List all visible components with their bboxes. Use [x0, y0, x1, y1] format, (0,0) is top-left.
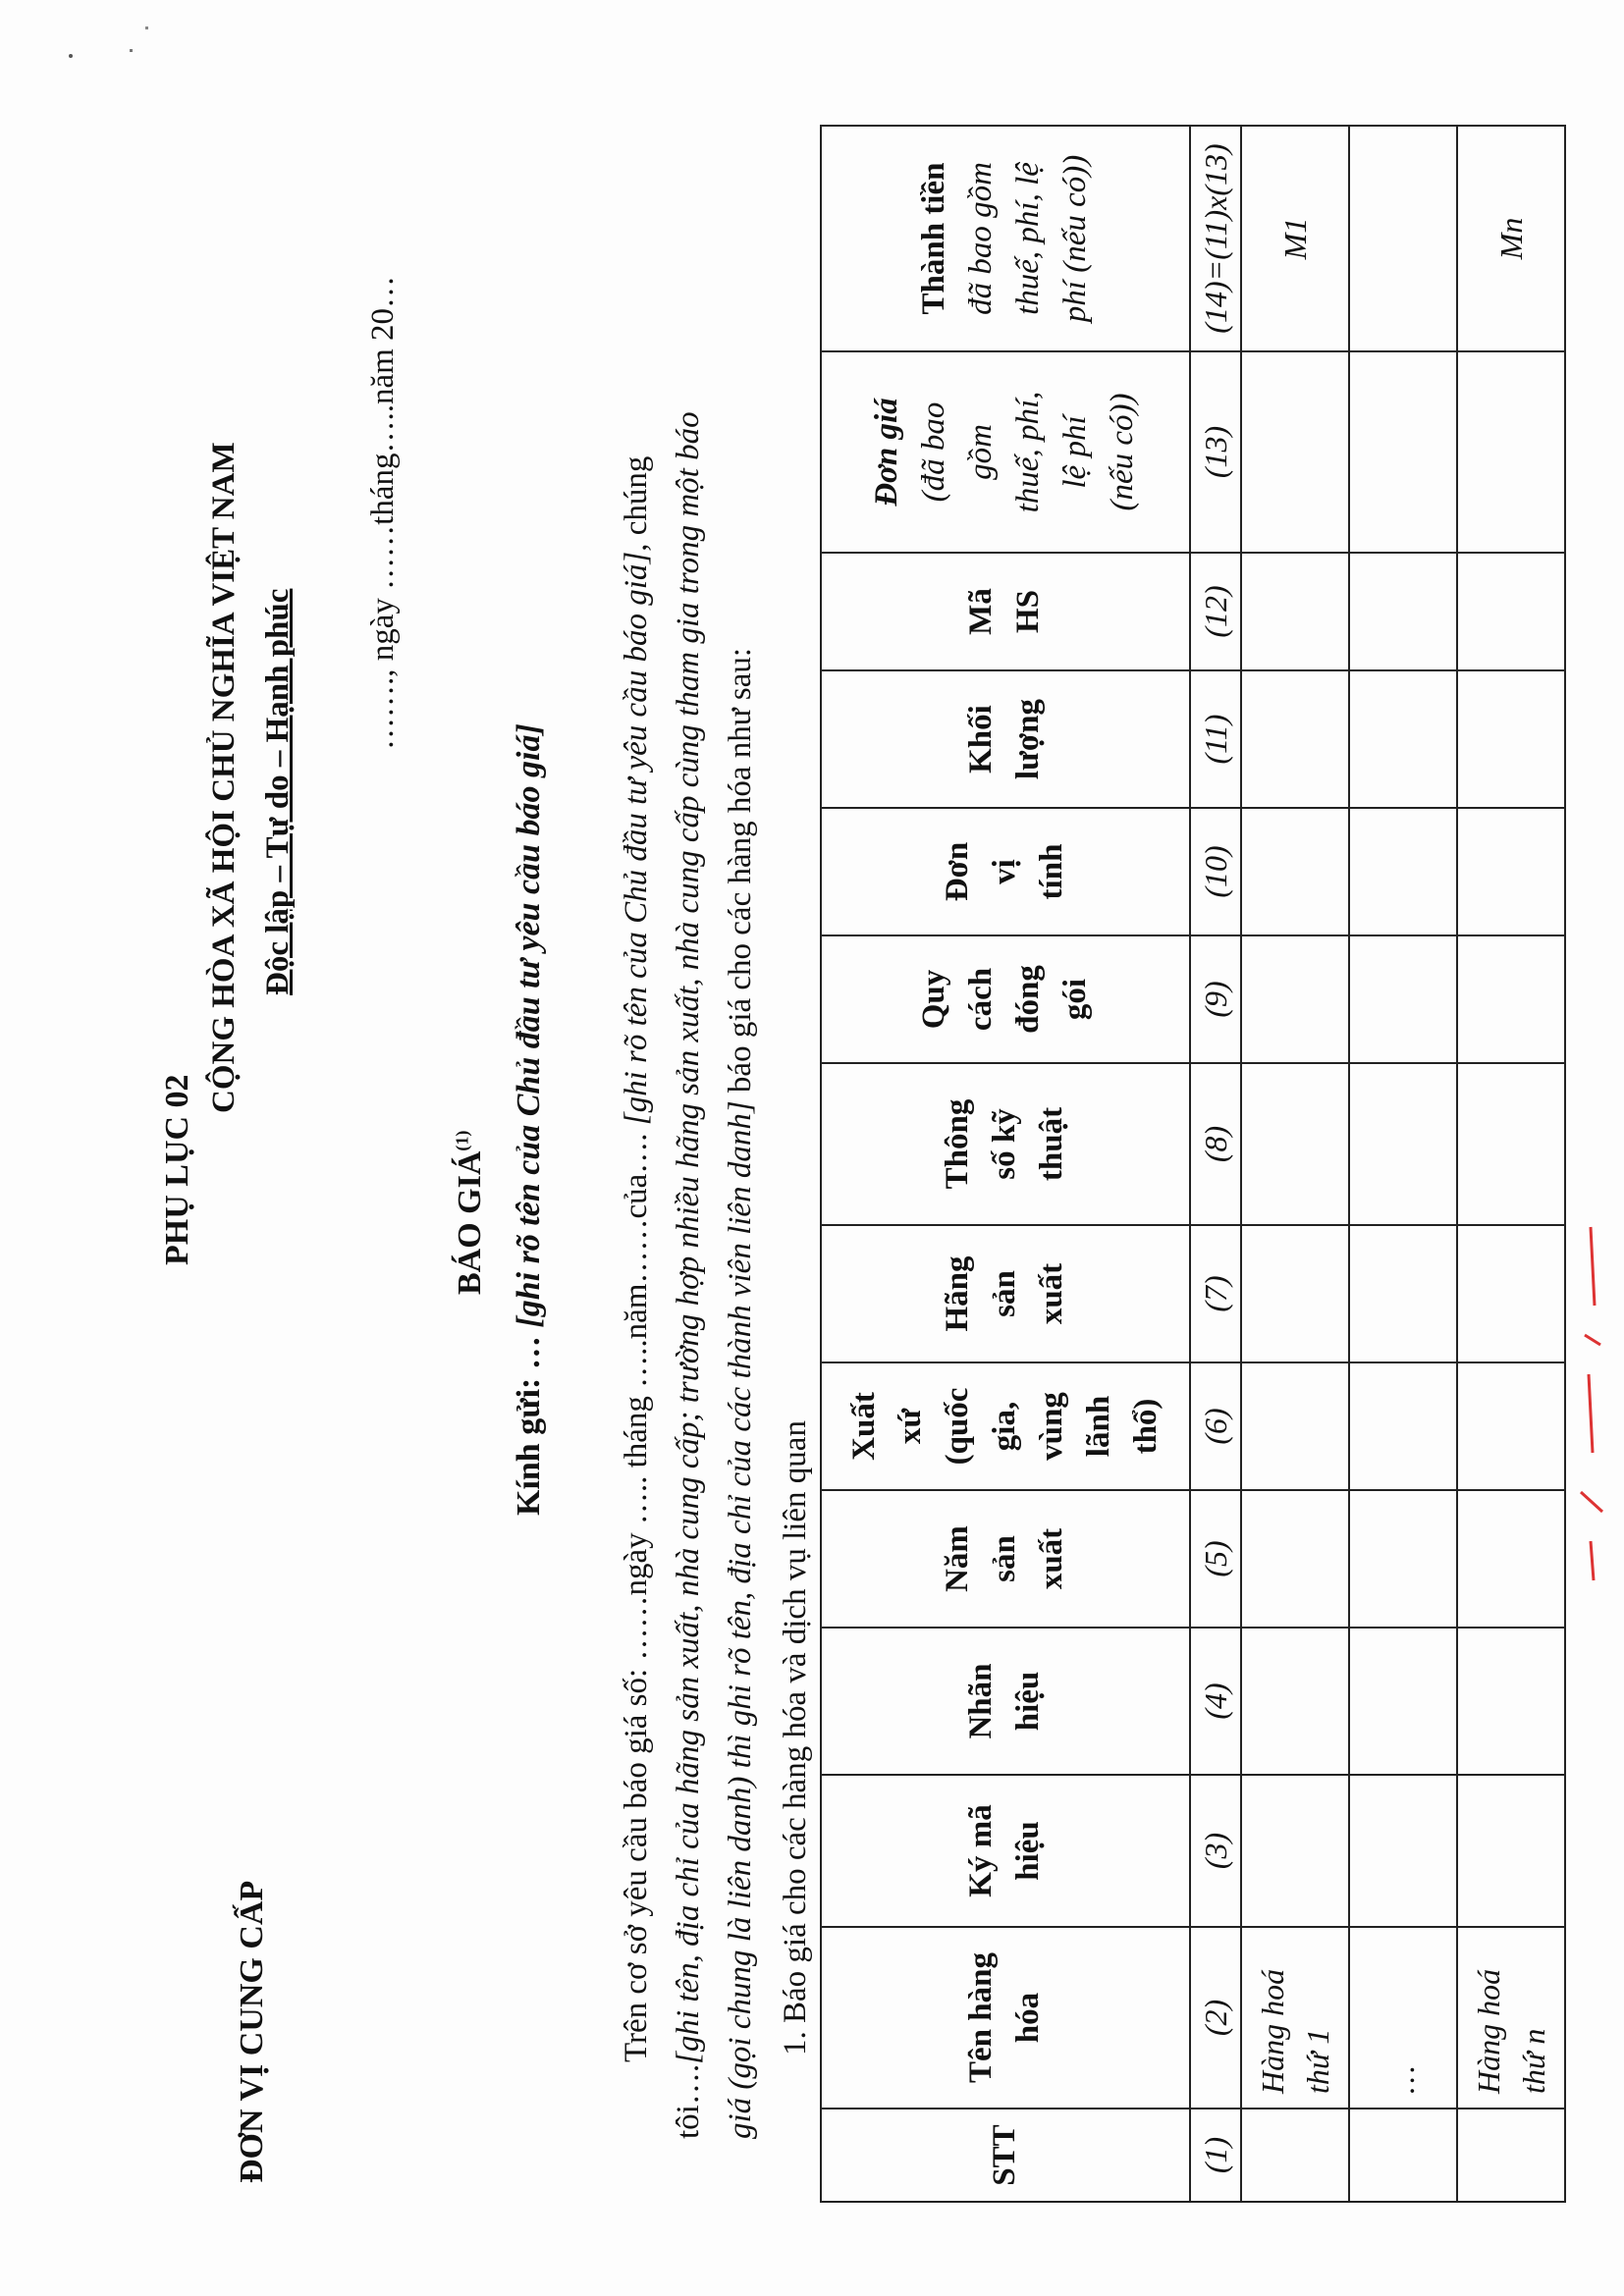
column-header: [821, 935, 1190, 1063]
column-number: (14)=(11)x(13): [1190, 126, 1241, 351]
cell-line: Khối: [963, 705, 1000, 774]
column-header: [821, 1628, 1190, 1775]
column-number: (8): [1190, 1063, 1241, 1225]
cell-line: đóng: [1010, 965, 1046, 1034]
cell-line: Nhãn: [963, 1663, 1000, 1739]
table-cell: [1457, 1225, 1565, 1362]
table-cell: [1457, 935, 1565, 1063]
column-number: (5): [1190, 1490, 1241, 1628]
cell-line: thứ n: [1516, 2028, 1552, 2094]
cell-line: số kỹ: [987, 1108, 1023, 1180]
cell-line: xứ: [893, 1408, 929, 1445]
cell-line: Hàng hoá: [1471, 1968, 1506, 2094]
column-header: [821, 1063, 1190, 1225]
cell-line: hiệu: [1010, 1821, 1046, 1881]
cell-line: vùng: [1033, 1392, 1069, 1461]
table-cell: [1457, 1775, 1565, 1927]
column-header: [821, 1225, 1190, 1362]
table-cell: [1457, 1362, 1565, 1490]
column-header: [821, 1775, 1190, 1927]
footnote-ref: (1): [452, 1130, 472, 1151]
column-number: (6): [1190, 1362, 1241, 1490]
section-heading: 1. Báo giá cho các hàng hóa và dịch vụ liên quan: [778, 1420, 813, 2056]
cell-line: sản: [987, 1535, 1023, 1582]
table-cell: [1349, 2109, 1457, 2202]
intro-text: , chúng: [619, 455, 654, 552]
table-cell: [1349, 351, 1457, 553]
cell-line: Đơn: [940, 841, 976, 902]
table-cell: [1241, 1628, 1349, 1775]
column-number: (1): [1190, 2109, 1241, 2202]
table-cell: [1241, 1225, 1349, 1362]
cell-line: vị: [987, 859, 1023, 884]
table-cell: [1457, 808, 1565, 935]
intro-text: báo giá cho các hàng hóa như sau:: [723, 647, 758, 1101]
cell-line: phí (nếu có)): [1056, 154, 1093, 323]
intro-italic: giá (gọi chung là liên danh) thì ghi rõ tên, địa chỉ của các thành viên liên danh]: [723, 1100, 758, 2139]
table-cell: [1349, 935, 1457, 1063]
intro-line-3: [723, 648, 759, 2139]
table-cell: [1241, 1063, 1349, 1225]
quotation-table: [820, 125, 1566, 2203]
national-motto: Độc lập – Tự do – Hạnh phúc: [260, 588, 296, 995]
cell-line: thuật: [1033, 1106, 1069, 1182]
cell-line: Ký mã: [963, 1804, 1000, 1897]
column-number: (7): [1190, 1225, 1241, 1362]
item-name: [1457, 1927, 1565, 2109]
table-cell: [1349, 1063, 1457, 1225]
addressee-line: [511, 723, 548, 1516]
cell-line: thuế, phí,: [1010, 391, 1046, 513]
item-total: [1349, 126, 1457, 351]
table-cell: [1457, 2109, 1565, 2202]
addressee-value: [ghi rõ tên của Chủ đầu tư yêu cầu báo giá]: [511, 723, 547, 1328]
table-cell: [1349, 1628, 1457, 1775]
cell-line: lượng: [1010, 698, 1046, 780]
quote-title-text: BÁO GIÁ: [452, 1150, 488, 1295]
cell-line: thuế, phí, lệ: [1010, 162, 1046, 315]
cell-line: …: [1385, 2065, 1422, 2094]
column-header: [821, 1927, 1190, 2109]
intro-line-2: [671, 411, 707, 2139]
date-line: ……., ngày ……tháng…..năm 20…: [365, 275, 401, 750]
column-header: [821, 670, 1190, 808]
cell-line: Xuất: [845, 1392, 882, 1461]
table-cell: [1241, 553, 1349, 670]
cell-line: hiệu: [1010, 1671, 1046, 1732]
table-cell: [1241, 670, 1349, 808]
cell-line: Hãng: [940, 1255, 976, 1332]
table-cell: [1457, 553, 1565, 670]
supplier-unit: ĐƠN VỊ CUNG CẤP: [234, 1880, 270, 2183]
column-number: (9): [1190, 935, 1241, 1063]
table-cell: [1241, 808, 1349, 935]
intro-italic: [ghi rõ tên của Chủ đầu tư yêu cầu báo giá]: [619, 551, 654, 1126]
table-cell: [1241, 2109, 1349, 2202]
column-header: [821, 126, 1190, 351]
item-name: [1241, 1927, 1349, 2109]
intro-text: tôi….: [671, 2063, 706, 2139]
table-number-row: [1190, 126, 1241, 2202]
table-cell: [1457, 1490, 1565, 1628]
table-cell: [1457, 351, 1565, 553]
cell-line: (quốc: [940, 1387, 976, 1466]
table-row: [1241, 126, 1349, 2202]
cell-line: STT: [987, 2124, 1023, 2186]
item-total: Mn: [1457, 126, 1565, 351]
column-header: [821, 1362, 1190, 1490]
item-name: [1349, 1927, 1457, 2109]
column-number: (2): [1190, 1927, 1241, 2109]
addressee-label: Kính gửi: …: [511, 1327, 547, 1516]
table-row: [1457, 126, 1565, 2202]
cell-line: gia,: [987, 1401, 1023, 1452]
cell-line: sản: [987, 1270, 1023, 1317]
table-cell: [1349, 670, 1457, 808]
country-name: CỘNG HÒA XÃ HỘI CHỦ NGHĨA VIỆT NAM: [206, 442, 242, 1113]
column-header: [821, 808, 1190, 935]
column-number: (10): [1190, 808, 1241, 935]
intro-italic: [ghi tên, địa chỉ của hãng sản xuất, nhà cung cấp; trường hợp nhiều hãng sản xuất, nhà cung cấp cùng tham gia trong một báo: [671, 411, 706, 2064]
cell-line: hóa: [1010, 1992, 1046, 2044]
column-header: [821, 1490, 1190, 1628]
cell-line: (nếu có)): [1104, 393, 1140, 511]
cell-line: thổ): [1127, 1398, 1164, 1455]
table-cell: [1349, 553, 1457, 670]
table-header-row: [821, 126, 1190, 2202]
table-cell: [1241, 351, 1349, 553]
column-header: [821, 2109, 1190, 2202]
cell-line: tính: [1033, 843, 1069, 900]
table-cell: [1349, 808, 1457, 935]
table-cell: [1457, 1063, 1565, 1225]
table-cell: [1349, 1490, 1457, 1628]
table-cell: [1457, 670, 1565, 808]
table-cell: [1241, 935, 1349, 1063]
table-cell: [1349, 1775, 1457, 1927]
cell-line: Hàng hoá: [1255, 1968, 1290, 2094]
column-number: (12): [1190, 553, 1241, 670]
table-cell: [1457, 1628, 1565, 1775]
cell-line: lệ phí: [1056, 415, 1093, 489]
cell-line: Đơn giá: [869, 398, 905, 507]
cell-line: HS: [1010, 589, 1046, 634]
column-number: (13): [1190, 351, 1241, 553]
table-cell: [1241, 1490, 1349, 1628]
cell-line: Mã: [963, 588, 1000, 635]
table-cell: [1349, 1225, 1457, 1362]
cell-line: đã bao gồm: [963, 162, 1000, 315]
cell-line: gói: [1056, 978, 1093, 1021]
cell-line: Năm: [940, 1525, 976, 1592]
cell-line: xuất: [1033, 1262, 1069, 1325]
intro-line-1: [619, 456, 655, 2062]
cell-line: thứ 1: [1300, 2028, 1336, 2094]
cell-line: Tên hàng: [963, 1952, 1000, 2083]
cell-line: lãnh: [1080, 1395, 1116, 1458]
cell-line: Quy: [916, 969, 952, 1030]
cell-line: xuất: [1033, 1527, 1069, 1590]
column-number: (4): [1190, 1628, 1241, 1775]
quote-title: [452, 1131, 489, 1295]
column-header: [821, 351, 1190, 553]
column-number: (11): [1190, 670, 1241, 808]
cell-line: cách: [963, 967, 1000, 1032]
table-cell: [1241, 1362, 1349, 1490]
cell-line: (đã bao: [916, 401, 952, 503]
item-total: M1: [1241, 126, 1349, 351]
table-cell: [1241, 1775, 1349, 1927]
appendix-title: PHỤ LỤC 02: [159, 1074, 195, 1265]
column-header: [821, 553, 1190, 670]
table-row: [1349, 126, 1457, 2202]
cell-line: Thông: [940, 1098, 976, 1190]
column-number: (3): [1190, 1775, 1241, 1927]
cell-line: Thành tiền: [916, 162, 952, 315]
intro-text: Trên cơ sở yêu cầu báo giá số: ……ngày ….. tháng …..năm……của….: [619, 1125, 654, 2062]
table-cell: [1349, 1362, 1457, 1490]
cell-line: gồm: [963, 424, 1000, 480]
